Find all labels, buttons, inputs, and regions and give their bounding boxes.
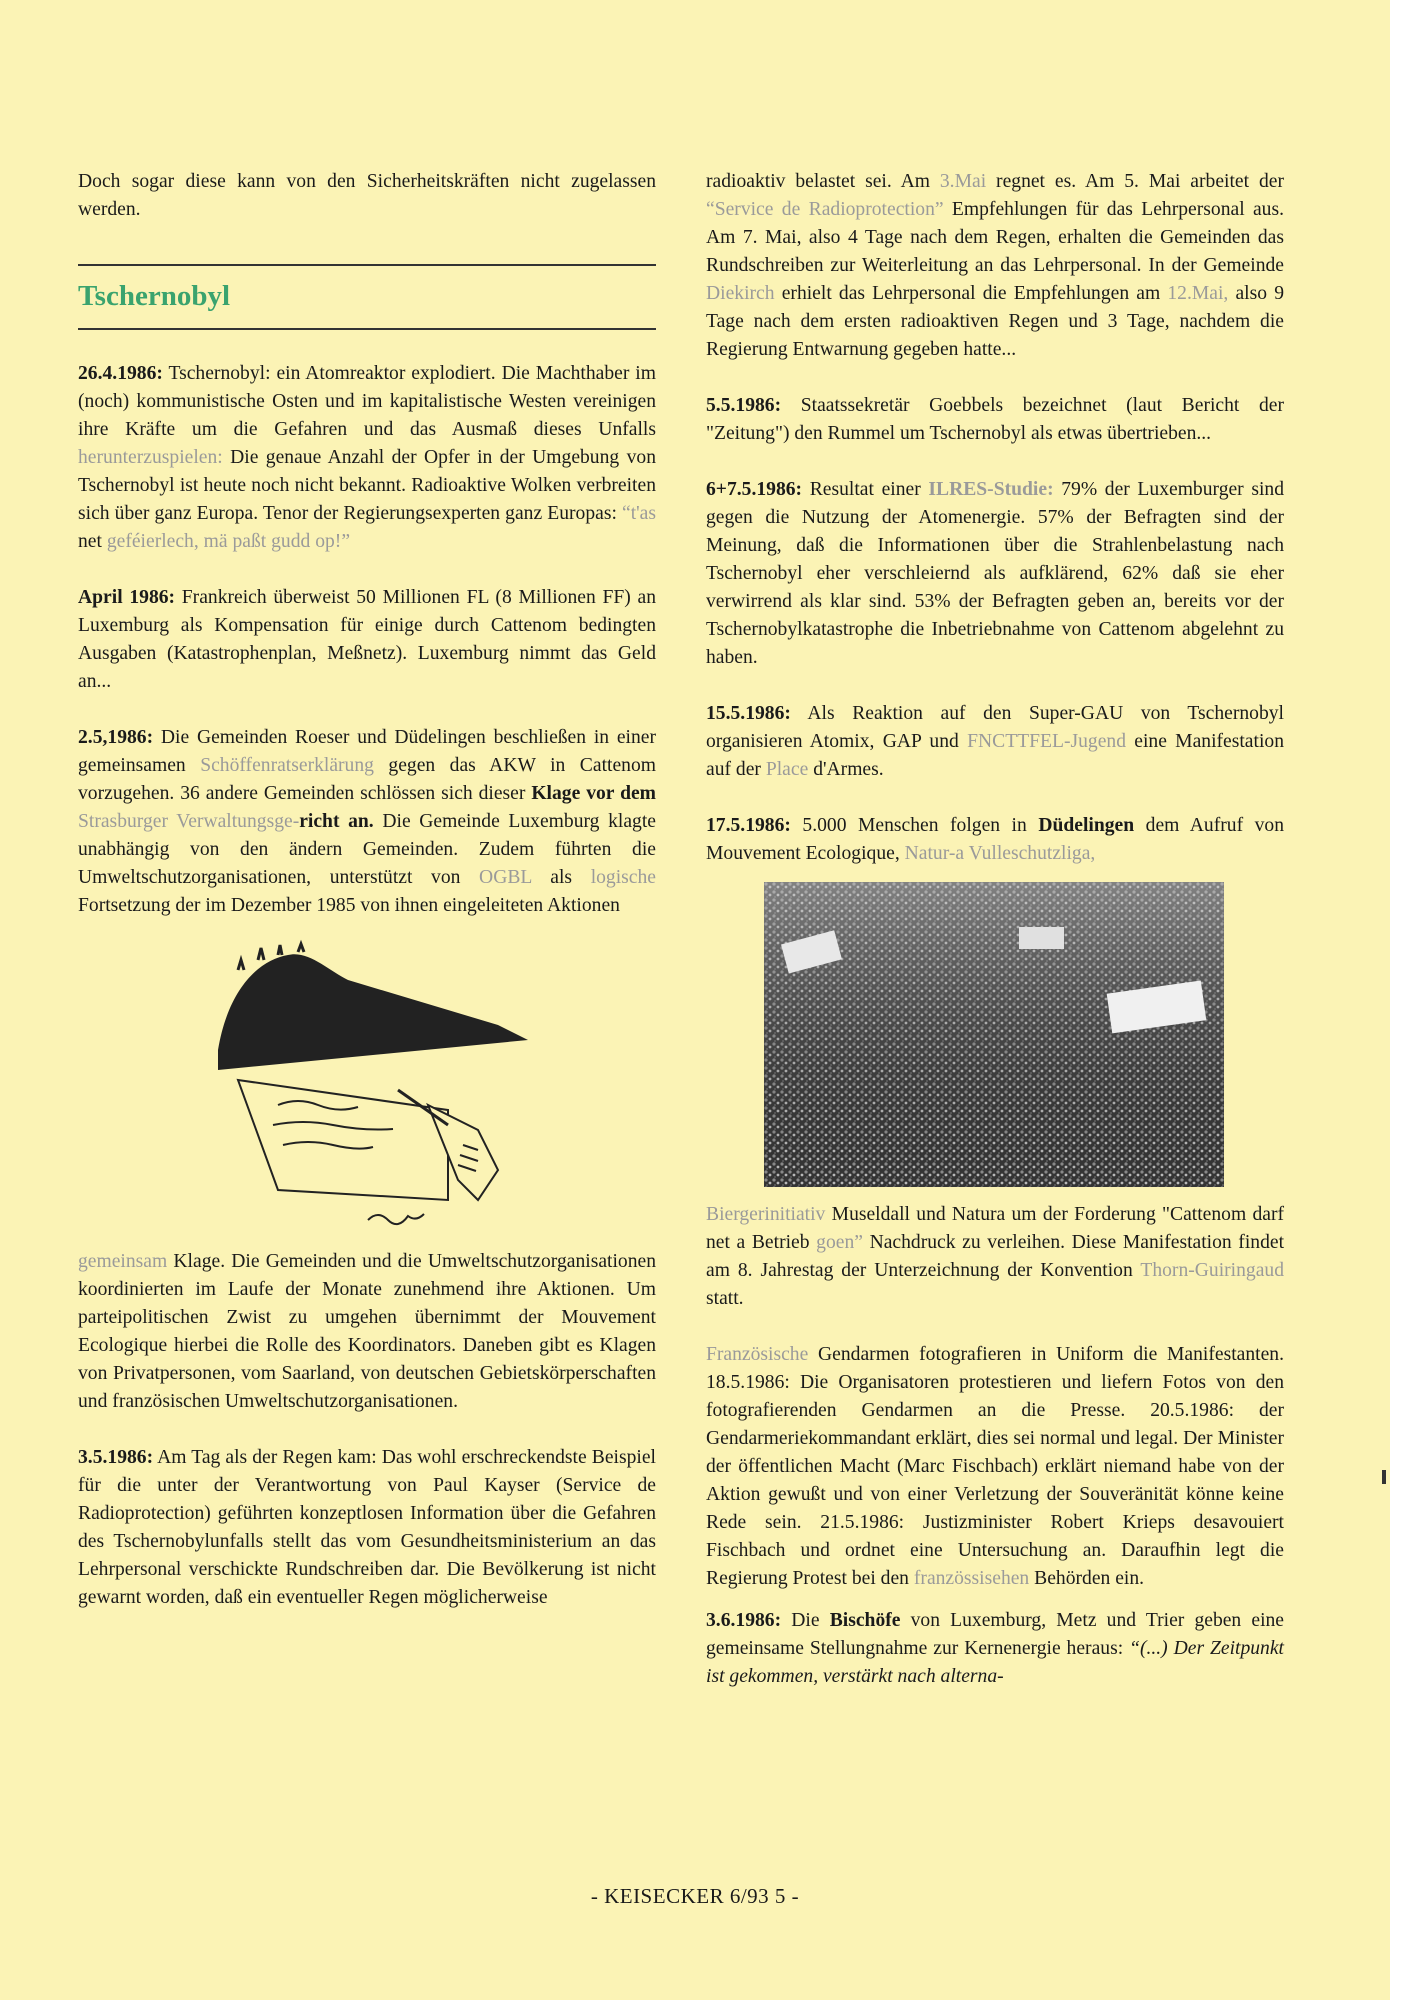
- entry-17-5-1986: 17.5.1986: 5.000 Menschen folgen in Düdelingen dem Aufruf von Mouvement Ecologique, Natur-a Vulleschutzliga,: [706, 815, 1284, 864]
- entry-26-4-1986: 26.4.1986: Tschernobyl: ein Atomreaktor explodiert. Die Machthaber im (noch) kommunistische Osten und im kapitalistische Westen vereinigen ihre Kräfte um die Gefahren und das Ausmaß dieses Unfalls herunterzuspielen: Die genaue Anzahl der Opfer in der Umgebung von Tschernobyl ist heute noch nicht bekannt. Radioaktive Wolken verbreiten sich über ganz Europa. Tenor der Regierungsexperten ganz Europas: “t'as net geféierlech, mä paßt gudd op!”: [78, 363, 656, 552]
- demonstration-photo: [764, 882, 1224, 1187]
- entry-april-1986: April 1986: Frankreich überweist 50 Millionen FL (8 Millionen FF) an Luxemburg als Kompensation für einige durch Cattenom bedingten Ausgaben (Katastrophenplan, Meßnetz). Luxemburg nimmt das Geld an...: [78, 587, 656, 692]
- entry-5-5-1986: 5.5.1986: Staatssekretär Goebbels bezeichnet (laut Bericht der "Zeitung") den Rummel um Tschernobyl als etwas übertrieben...: [706, 395, 1284, 444]
- page-footer: - KEISECKER 6/93 5 -: [590, 1884, 800, 1908]
- right-column: [706, 168, 1284, 1691]
- entry-date: 15.5.1986:: [706, 703, 791, 724]
- entry-3-5-1986-continued: radioaktiv belastet sei. Am 3.Mai regnet es. Am 5. Mai arbeitet der “Service de Radioprotection” Empfehlungen für das Lehrpersonal aus. Am 7. Mai, also 4 Tage nach dem Regen, erhalten die Gemeinden das Rundschreiben zur Weiterleitung an das Lehrpersonal. In der Gemeinde Diekirch erhielt das Lehrpersonal die Empfehlungen am 12.Mai, also 9 Tage nach dem ersten radioaktiven Regen und 3 Tage, nachdem die Regierung Entwarnung gegeben hatte...: [706, 171, 1284, 360]
- entry-date: April 1986:: [78, 587, 176, 608]
- entry-17-5-1986-continued: Biergerinitiativ Museldall und Natura um der Forderung "Cattenom darf net a Betrieb goen” Nachdruck zu verleihen. Diese Manifestation findet am 8. Jahrestag der Unterzeichnung der Konvention Thorn-Guiringaud statt.: [706, 1204, 1285, 1309]
- entry-6-7-5-1986: 6+7.5.1986: Resultat einer ILRES-Studie: 79% der Luxemburger sind gegen die Nutzung der Atomenergie. 57% der Befragten sind der Meinung, daß die Informationen über die Strahlenbelastung nach Tschernobyl eher verschleiernd als aufklärend, 62% daß sie eher verwirrend als klar sind. 53% der Befragten geben an, bereits vor der Tschernobylkatastrophe die Inbetriebnahme von Cattenom abgelehnt zu haben.: [706, 479, 1285, 668]
- left-column: [78, 168, 656, 1612]
- section-heading: Tschernobyl: [78, 280, 231, 312]
- entry-date: 26.4.1986:: [78, 363, 163, 384]
- entry-gendarmen: Französische Gendarmen fotografieren in Uniform die Manifestanten. 18.5.1986: Die Organisatoren protestieren und liefern Fotos von den fotografierenden Gendarmen an die Presse. 20.5.1986: der Gendarmeriekommandant erklärt, dies sei normal und legal. Der Minister der öffentlichen Macht (Marc Fischbach) erklärt niemand habe von der Aktion gewußt und von einer Verletzung der Souveränität könne keine Rede sein. 21.5.1986: Justizminister Robert Krieps desavouiert Fischbach und ordnet eine Untersuchung an. Daraufhin legt die Regierung Protest bei den französsisehen Behörden ein.: [706, 1344, 1284, 1589]
- entry-date: 3.6.1986:: [706, 1610, 782, 1631]
- entry-date: 3.5.1986:: [78, 1447, 154, 1468]
- entry-date: 6+7.5.1986:: [706, 479, 803, 500]
- intro-paragraph: Doch sogar diese kann von den Sicherheitskräften nicht zugelassen werden.: [78, 171, 656, 220]
- cartoon-illustration: [198, 930, 598, 1230]
- entry-15-5-1986: 15.5.1986: Als Reaktion auf den Super-GAU von Tschernobyl organisieren Atomix, GAP und FNCTTFEL-Jugend eine Manifestation auf der Place d'Armes.: [706, 703, 1284, 780]
- entry-date: 5.5.1986:: [706, 395, 782, 416]
- entry-3-6-1986: 3.6.1986: Die Bischöfe von Luxemburg, Metz und Trier geben eine gemeinsame Stellungnahme zur Kernenergie heraus: “(...) Der Zeitpunkt ist gekommen, verstärkt nach alterna-: [706, 1610, 1285, 1687]
- entry-3-5-1986: 3.5.1986: Am Tag als der Regen kam: Das wohl erschreckendste Beispiel für die unter der Verantwortung von Paul Kayser (Service de Radioprotection) geführten konzeptlosen Information über die Gefahren des Tschernobylunfalls stellt das vom Gesundheitsministerium an das Lehrpersonal verschickte Rundschreiben dar. Die Bevölkerung ist nicht gewarnt worden, daß ein eventueller Regen möglicherweise: [78, 1447, 656, 1608]
- entry-2-5-1986: 2.5,1986: Die Gemeinden Roeser und Düdelingen beschließen in einer gemeinsamen Schöffenratserklärung gegen das AKW in Cattenom vorzugehen. 36 andere Gemeinden schlössen sich dieser Klage vor dem Strasburger Verwaltungsge-richt an. Die Gemeinde Luxemburg klagte unabhängig von den ändern Gemeinden. Zudem führten die Umweltschutzorganisationen, unterstützt von OGBL als logische Fortsetzung der im Dezember 1985 von ihnen eingeleiteten Aktionen: [78, 727, 656, 916]
- entry-date: 2.5,1986:: [78, 727, 154, 748]
- entry-2-5-1986-continued: gemeinsam Klage. Die Gemeinden und die Umweltschutzorganisationen koordinierten im Laufe der Monate zunehmend ihre Aktionen. Um parteipolitischen Zwist zu umgehen übernimmt der Mouvement Ecologique hierbei die Rolle des Koordinators. Daneben gibt es Klagen von Privatpersonen, vom Saarland, von deutschen Gebietskörperschaften und französischen Umweltschutzorganisationen.: [78, 1251, 656, 1412]
- entry-date: 17.5.1986:: [706, 815, 791, 836]
- page-edge: [1390, 0, 1413, 2000]
- margin-mark: [1382, 1470, 1386, 1484]
